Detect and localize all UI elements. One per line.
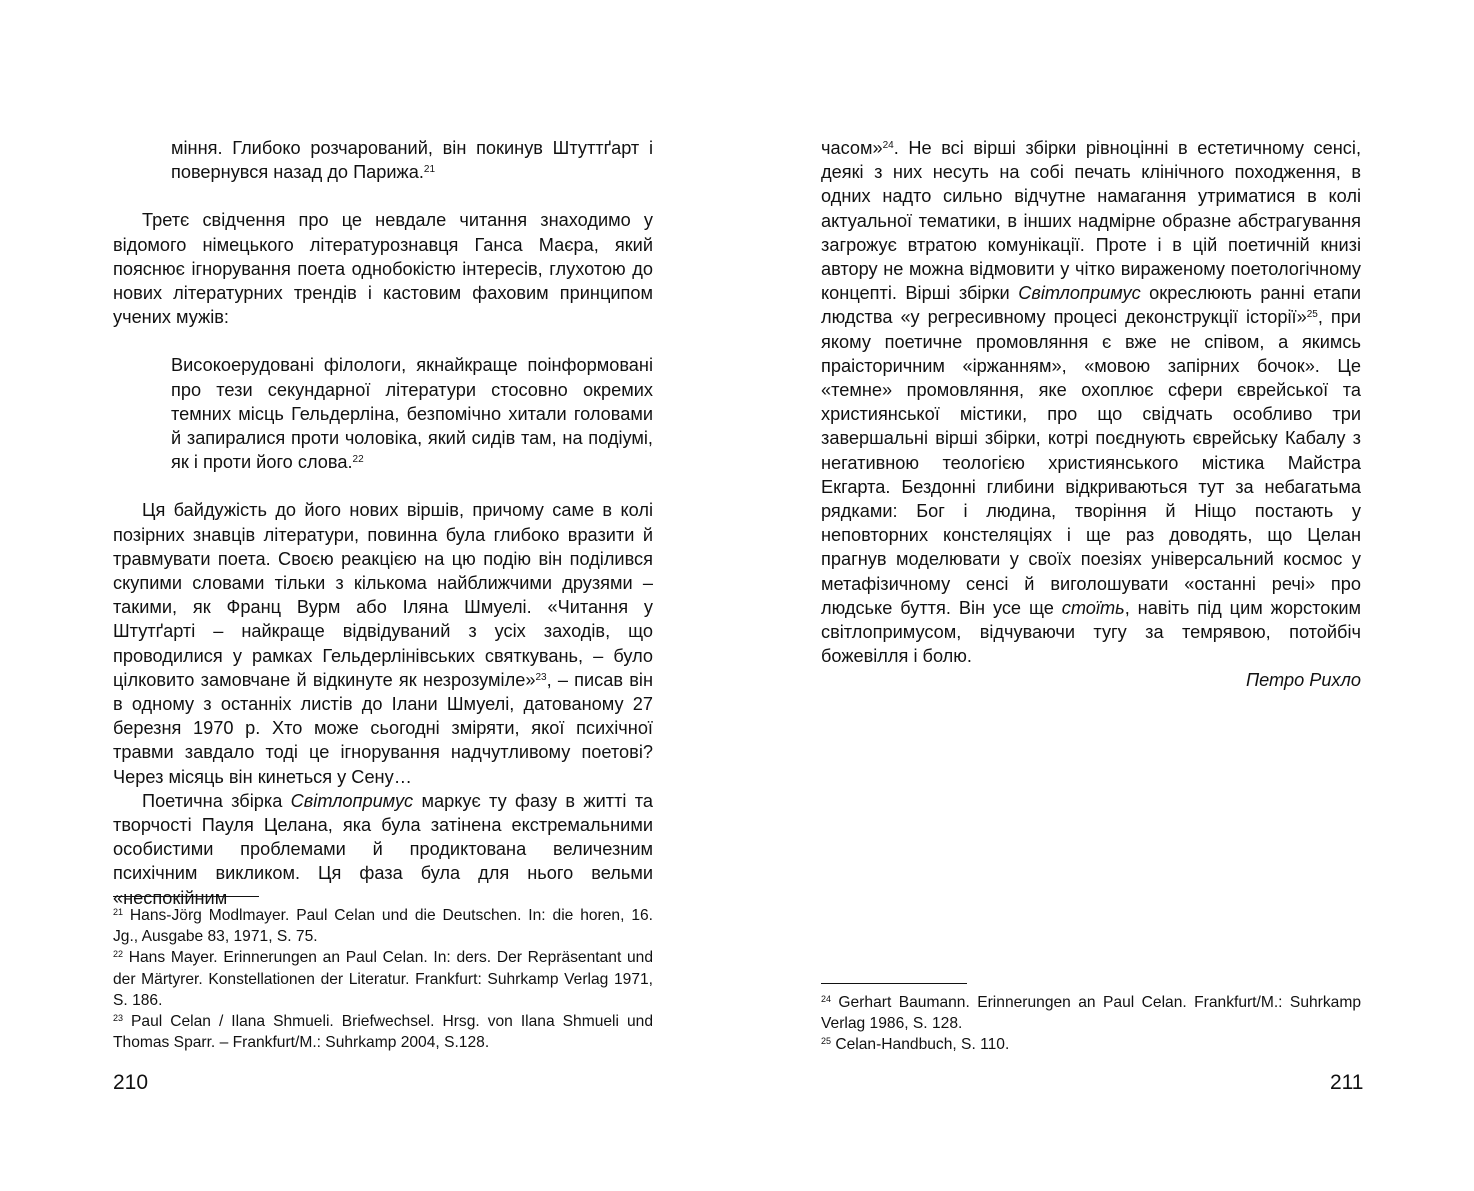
page-number: 210 [113,1071,149,1094]
footnote-number: 22 [113,949,124,960]
footnote-text: Hans-Jörg Modlmayer. Paul Celan und die Deutschen. In: die horen, 16. Jg., Ausgabe 83, 1971, S. 75. [113,907,653,946]
footnote-ref: 22 [352,454,364,466]
text-span: , при якому поетичне промовляння є вже не співом, а якимсь праісторичним «іржанням», «мовою запірних бочок». Це «темне» промовляння, яке охоплює сфери єврейської та християнської містики, про що свідчать особливо три завершальні вірші збірки, котрі поєднують єврейську Кабалу з негативною теологією християнського містика Майстра Екгарта. Бездонні глибини відкриваються тут за небагатьма рядками: Бог і людина, творіння й Ніщо постають у неповторних констеляціях і ще раз доводять, що Целан прагнув моделювати у своїх поезіях універсальний космос у метафізичному сенсі й виголошувати «останні речі» про людське буття. Він усе ще [821,307,1361,618]
footnote [113,905,653,947]
footnote-rule [821,983,967,984]
text-span: . Не всі вірші збірки рівноцінні в естетичному сенсі, деякі з них несуть на собі печать клінічного походження, в одних надто сильно відчутне намагання утриматися в колі актуальної тематики, в інших надмірне образне абстрагування загрожує втратою комунікації. Проте і в цій поетичній книзі автору не можна відмовити у чітко вираженому поетологічному концепті. Вірші збірки [821,138,1361,304]
right-page [737,0,1474,1191]
block-quote [113,353,653,474]
text-span: часом» [821,138,883,158]
footnote-number: 21 [113,907,124,917]
footnote-ref: 21 [423,164,436,176]
footnote-rule [113,896,259,897]
page-number: 211 [1330,1071,1364,1094]
footnote-ref: 23 [535,671,547,683]
footnote-text: Hans Mayer. Erinnerungen an Paul Celan. In: ders. Der Repräsentant und der Märtyrer. Konstellationen der Literatur. Frankfurt: Suhrkamp Verlag 1971, S. 186. [113,949,653,1009]
footnotes [113,896,653,1053]
footnote [821,1034,1361,1055]
text-span: Ця байдужість до його нових віршів, причому саме в колі позірних знавців літератури, повинна була глибоко вразити й травмувати поета. Своєю реакцією на цю подію він поділився скупими словами тільки з кількома найближчими друзями – такими, як Франц Вурм або Іляна Шмуелі. «Читання у Штутґарті – найкраще відвідуваний з усіх заходів, що проводилися у рамках Гельдерлінівських святкувань, – було цілковито замовчане й відкинуте як незрозуміле» [113,500,653,690]
left-body-text [113,136,653,910]
footnote-text: Paul Celan / Ilana Shmueli. Briefwechsel. Hrsg. von Ilana Shmueli und Thomas Sparr. – Frankfurt/M.: Suhrkamp 2004, S.128. [113,1013,653,1052]
text-span: , навіть під цим жорстоким світлопримусом, відчуваючи тугу за темрявою, потойбіч божевілля і болю. [821,597,1362,667]
book-title: Світлопримус [290,790,414,811]
text-span: , – писав він в одному з останніх листів до Ілани Шмуелі, датованому 27 березня 1970 р. Хто може сьогодні зміряти, якої психічної травми завдало тоді це ігнорування надчутливому поетові? Через місяць він кинеться у Сену… [113,669,654,787]
text-span: окреслюють ранні етапи людства «у регресивному процесі деконструкції історії» [821,283,1361,328]
footnote-number: 23 [113,1013,124,1024]
footnote [821,992,1361,1034]
paragraph-continuation [113,136,653,184]
paragraph [113,498,653,788]
footnote-number: 25 [821,1036,832,1047]
footnote-ref: 25 [1306,309,1318,321]
text-span: Високоерудовані філологи, якнайкраще поінформовані про тези секундарної літератури стосовно окремих темних місць Гельдерліна, безпомічно хитали головами й запиралися проти чоловіка, який сидів там, на подіумі, як і проти його слова. [171,355,653,473]
footnote-ref: 24 [882,140,894,151]
text-span: маркує ту фазу в житті та творчості Пауля Целана, яка була затінена екстремальними особистими проблемами й продиктована величезним психічним викликом. Ця фаза була для нього вельми «неспокійним [113,790,654,908]
footnote-text: Gerhart Baumann. Erinnerungen an Paul Celan. Frankfurt/M.: Suhrkamp Verlag 1986, S. 128. [821,994,1361,1033]
text-span: міння. Глибоко розчарований, він покинув Штуттґарт і повернувся назад до Парижа. [171,138,653,183]
footnotes [821,983,1361,1056]
paragraph [113,208,653,329]
footnote [113,1011,653,1053]
paragraph [113,789,653,910]
footnote [113,947,653,1011]
text-span: Третє свідчення про це невдале читання знаходимо у відомого німецького літературознавця Ганса Маєра, який пояснює ігнорування поета однобокістю інтересів, глухотою до нових літературних трендів і кастовим фаховим принципом учених мужів: [113,210,653,328]
emphasis: стоїть [1061,597,1125,618]
paragraph [821,136,1361,668]
footnote-number: 24 [821,994,832,1004]
footnote-text: Celan-Handbuch, S. 110. [831,1036,1010,1054]
author-signature: Петро Рихло [1245,670,1361,691]
right-body-text [821,136,1361,693]
book-title: Світлопримус [1018,283,1141,304]
text-span: Поетична збірка [142,790,291,811]
